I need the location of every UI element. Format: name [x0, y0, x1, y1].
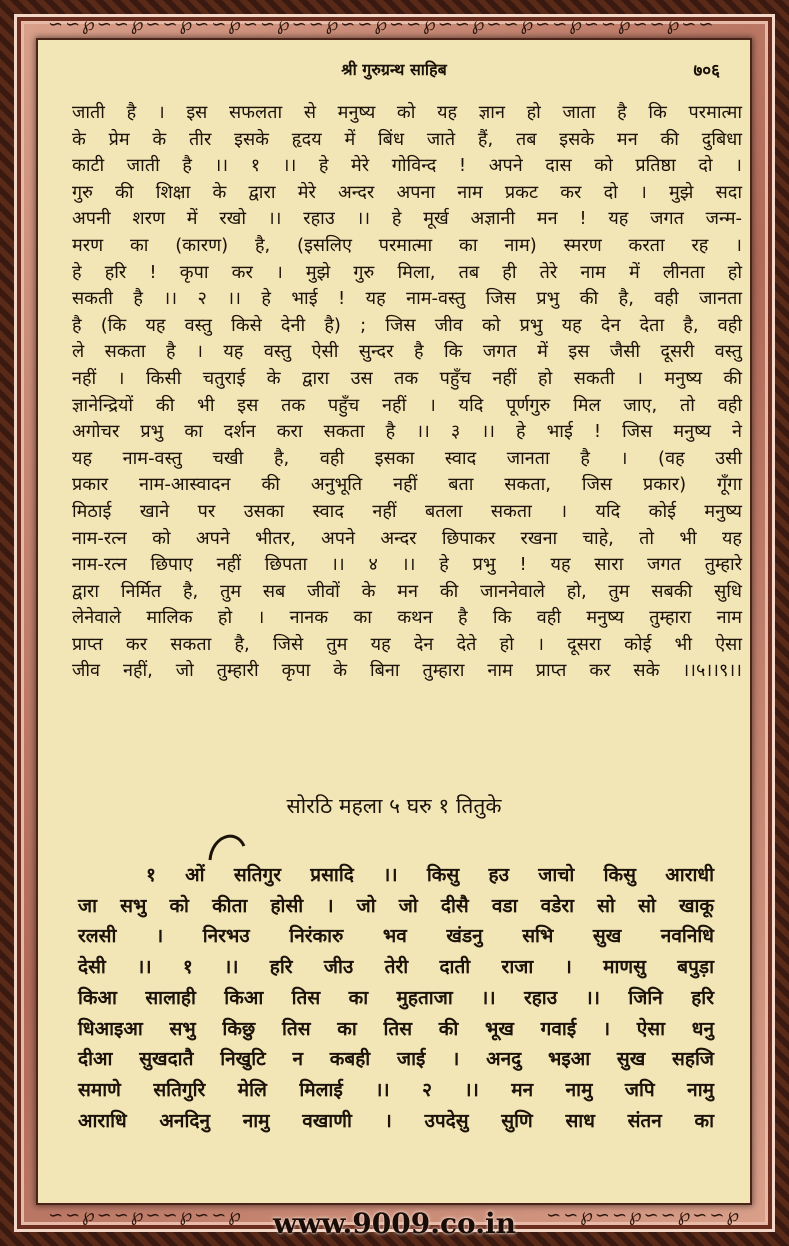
translation-line: यह नाम-वस्तु चखी है, वही इसका स्वाद जानता है । (वह उसी — [72, 447, 742, 469]
gurbani-line: समाणे सतिगुरि मेलि मिलाई ।। २ ।। मन नामु जपि नामु — [78, 1078, 714, 1101]
translation-line: मिठाई खाने पर उसका स्वाद नहीं बतला सकता । यदि कोई मनुष्य — [72, 500, 742, 522]
gurbani-line: जा सभु को कीता होसी । जो जो दीसै वडा वडेरा सो सो खाकू — [78, 894, 714, 917]
translation-line: अगोचर प्रभु का दर्शन करा सकता है ।। ३ ।। हे भाई ! जिस मनुष्य ने — [72, 421, 742, 443]
translation-line: ज्ञानेन्द्रियों की भी इस तक पहुँच नहीं । यदि पूर्णगुरु मिल जाए, तो वही — [72, 394, 742, 416]
translation-text — [72, 100, 762, 685]
gurbani-line: देसी ।। १ ।। हरि जीउ तेरी दाती राजा । माणसु बपुड़ा — [78, 956, 714, 979]
translation-line: जाती है । इस सफलता से मनुष्य को यह ज्ञान हो जाता है कि परमात्मा — [72, 102, 742, 123]
translation-line: नाम-रत्न छिपाए नहीं छिपता ।। ४ ।। हे प्रभु ! यह सारा जगत तुम्हारे — [72, 554, 742, 576]
translation-line: के प्रेम के तीर इसके हृदय में बिंध जाते हैं, तब इसके मन की दुबिधा — [72, 128, 742, 150]
footer-url-link[interactable]: www.9009.co.in — [273, 1207, 516, 1240]
gurbani-line: रलसी । निरभउ निरंकारु भव खंडनु सभि सुख नवनिधि — [78, 925, 714, 948]
translation-line: ले सकता है । यह वस्तु ऐसी सुन्दर है कि जगत में इस जैसी दूसरी वस्तु — [72, 341, 742, 363]
page-number: ७०६ — [693, 61, 720, 81]
translation-line: द्वारा निर्मित है, तुम सब जीवों के मन की जाननेवाले हो, तुम सबकी सुधि — [72, 580, 742, 602]
gurbani-text — [78, 860, 718, 1136]
translation-line: सकती है ।। २ ।। हे भाई ! यह नाम-वस्तु जिस प्रभु की है, वही जानता — [72, 288, 742, 310]
gurbani-line: धिआइआ सभु किछु तिस का तिस की भूख गवाई । ऐसा धनु — [78, 1017, 714, 1040]
translation-line: प्रकार नाम-आस्वादन की अनुभूति नहीं बता सकता, जिस प्रकार) गूँगा — [72, 474, 742, 496]
translation-line: हे हरि ! कृपा कर । मुझे गुरु मिला, तब ही तेरे नाम में लीनता हो — [72, 261, 742, 283]
translation-line: है (कि यह वस्तु किसे देनी है) ; जिस जीव को प्रभु यह देन देता है, वही — [72, 314, 742, 336]
ornament-top-icon: ∽∽℘∽∽℘∽∽℘∽∽℘∽∽℘∽∽℘∽∽℘∽∽℘∽∽℘∽∽℘∽∽℘∽∽℘∽∽℘∽∽ — [48, 14, 716, 35]
section-heading: सोरठि महला ५ घरु १ तितुके — [286, 794, 502, 818]
translation-line: नाम-रत्न को अपने भीतर, अपने अन्दर छिपाकर रखना चाहे, तो भी यह — [72, 527, 742, 549]
translation-line: प्राप्त कर सकता है, जिसे तुम यह देन देते हो । दूसरा कोई भी ऐसा — [72, 633, 742, 655]
translation-line: नहीं । किसी चतुराई के द्वारा उस तक पहुँच नहीं हो सकती । मनुष्य की — [72, 367, 742, 389]
onkar-arc-icon — [206, 826, 246, 862]
translation-line: गुरु की शिक्षा के द्वारा मेरे अन्दर अपना नाम प्रकट कर दो । मुझे सदा — [72, 181, 742, 203]
scripture-page — [38, 40, 750, 1203]
ornament-bottom-left-icon: ∽∽℘∽∽℘∽∽℘∽∽℘ — [48, 1205, 243, 1226]
ornament-bottom-right-icon: ∽∽℘∽∽℘∽∽℘∽∽℘ — [546, 1205, 741, 1226]
gurbani-line: किआ सालाही किआ तिस का मुहताजा ।। रहाउ ।। जिनि हरि — [78, 986, 714, 1009]
translation-line: जीव नहीं, जो तुम्हारी कृपा के बिना तुम्हारा नाम प्राप्त कर सके ।।५।।९।। — [72, 660, 742, 682]
translation-line: लेनेवाले मालिक हो । नानक का कथन है कि वही मनुष्य तुम्हारा नाम — [72, 607, 742, 629]
translation-line: काटी जाती है ।। १ ।। हे मेरे गोविन्द ! अपने दास को प्रतिष्ठा दो । — [72, 155, 742, 177]
page-title: श्री गुरुग्रन्थ साहिब — [341, 60, 447, 79]
page-header — [38, 58, 750, 84]
gurbani-line: आराधि अनदिनु नामु वखाणी । उपदेसु सुणि साध संतन का — [78, 1109, 714, 1132]
gurbani-line: १ ओं सतिगुर प्रसादि ।। किसु हउ जाचो किसु आराधी — [146, 864, 714, 886]
translation-line: मरण का (कारण) है, (इसलिए परमात्मा का नाम) स्मरण करता रह । — [72, 234, 742, 256]
gurbani-line: दीआ सुखदातै निखुटि न कबही जाई । अनदु भइआ सुख सहजि — [78, 1048, 714, 1071]
translation-line: अपनी शरण में रखो ।। रहाउ ।। हे मूर्ख अज्ञानी मन ! यह जगत जन्म- — [72, 208, 742, 230]
